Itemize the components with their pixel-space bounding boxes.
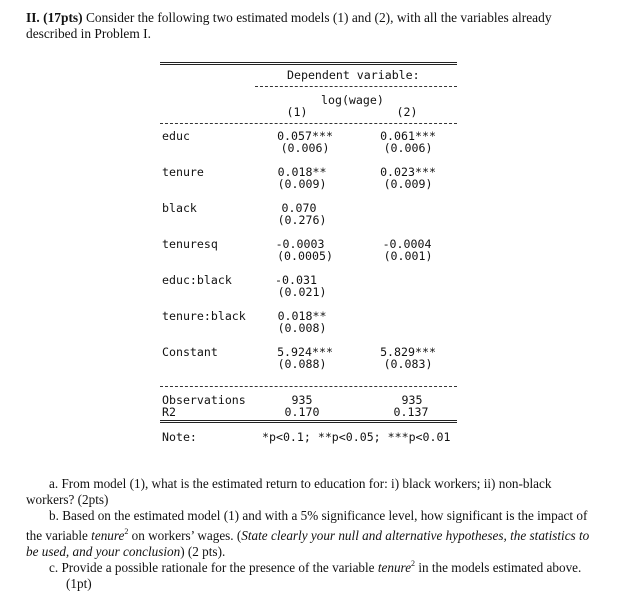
row-label: black	[162, 201, 197, 215]
problem-header	[26, 10, 606, 42]
se-col1: (0.008)	[277, 321, 327, 335]
stats-top-rule	[160, 386, 457, 387]
row-label: tenure:black	[162, 309, 246, 323]
question-b	[26, 508, 606, 560]
se-col2: (0.009)	[383, 177, 433, 191]
se-col1: (0.021)	[277, 285, 327, 299]
coef-col2: -0.0004	[382, 237, 432, 251]
coef-col1: 5.924***	[277, 345, 333, 359]
se-col2: (0.001)	[383, 249, 433, 263]
question-c-line-2: (1pt)	[66, 576, 92, 591]
coef-col1: -0.031	[275, 273, 317, 287]
question-c-superscript: 2	[411, 559, 416, 568]
note-text: *p<0.1; **p<0.05; ***p<0.01	[262, 430, 451, 444]
r2-col2: 0.137	[393, 405, 429, 419]
problem-number: II.	[26, 10, 40, 25]
column-1-header: (1)	[286, 105, 308, 119]
question-b-line-2a: the variable	[26, 528, 88, 543]
row-label: tenure	[162, 165, 204, 179]
observations-col2: 935	[401, 393, 423, 407]
coef-col1: 0.057***	[277, 129, 333, 143]
coef-col2: 5.829***	[380, 345, 436, 359]
question-b-line-3b: ) (2 pts).	[180, 544, 226, 559]
question-b-line-2b: on workers’ wages. (	[131, 528, 242, 543]
coef-col1: -0.0003	[275, 237, 325, 251]
problem-points: (17pts)	[43, 10, 83, 25]
column-2-header: (2)	[396, 105, 418, 119]
coef-col2: 0.023***	[380, 165, 436, 179]
question-c-line-1b: in the models estimated above.	[418, 560, 582, 575]
row-label: educ:black	[162, 273, 232, 287]
dep-var-rule	[255, 86, 457, 87]
row-label: Constant	[162, 345, 218, 359]
question-b-variable: tenure	[91, 528, 125, 543]
r2-col1: 0.170	[284, 405, 320, 419]
se-col2: (0.006)	[383, 141, 433, 155]
question-b-line-2c: State clearly your null and alternative hypotheses, the statistics to	[241, 528, 590, 543]
observations-col1: 935	[291, 393, 313, 407]
question-b-superscript: 2	[124, 527, 129, 536]
note-label: Note:	[162, 430, 197, 444]
dependent-variable: log(wage)	[321, 93, 384, 107]
se-col1: (0.006)	[280, 141, 330, 155]
coef-col2: 0.061***	[380, 129, 436, 143]
question-a-line-1: From model (1), what is the estimated return to education for: i) black workers; ii) non-black	[61, 476, 552, 491]
problem-text: Consider the following two estimated models (1) and (2), with all the variables already described in Problem I.	[26, 10, 552, 41]
question-b-marker: b.	[49, 508, 59, 523]
header-bottom-rule	[160, 123, 457, 124]
question-c-line-1a: Provide a possible rationale for the presence of the variable	[61, 560, 375, 575]
coef-col1: 0.070	[281, 201, 317, 215]
question-b-line-3a: be used, and your conclusion	[26, 544, 181, 559]
row-label: educ	[162, 129, 190, 143]
row-label: tenuresq	[162, 237, 218, 251]
se-col1: (0.0005)	[277, 249, 333, 263]
question-b-line-1: Based on the estimated model (1) and with a 5% significance level, how significant is the impact of	[62, 508, 588, 523]
se-col1: (0.009)	[277, 177, 327, 191]
question-c	[26, 556, 606, 592]
question-c-variable: tenure	[377, 560, 412, 575]
se-col1: (0.088)	[277, 357, 327, 371]
question-a-line-2: workers? (2pts)	[26, 492, 109, 507]
coef-col1: 0.018**	[277, 309, 327, 323]
coef-col1: 0.018**	[277, 165, 327, 179]
question-a-marker: a.	[49, 476, 59, 491]
se-col1: (0.276)	[277, 213, 327, 227]
observations-label: Observations	[162, 393, 246, 407]
question-c-marker: c.	[49, 560, 59, 575]
stats-bottom-rule	[160, 420, 457, 423]
table-top-rule	[160, 62, 457, 65]
r2-label: R2	[162, 405, 176, 419]
se-col2: (0.083)	[383, 357, 433, 371]
question-a	[26, 476, 606, 508]
dependent-variable-label: Dependent variable:	[287, 68, 420, 82]
